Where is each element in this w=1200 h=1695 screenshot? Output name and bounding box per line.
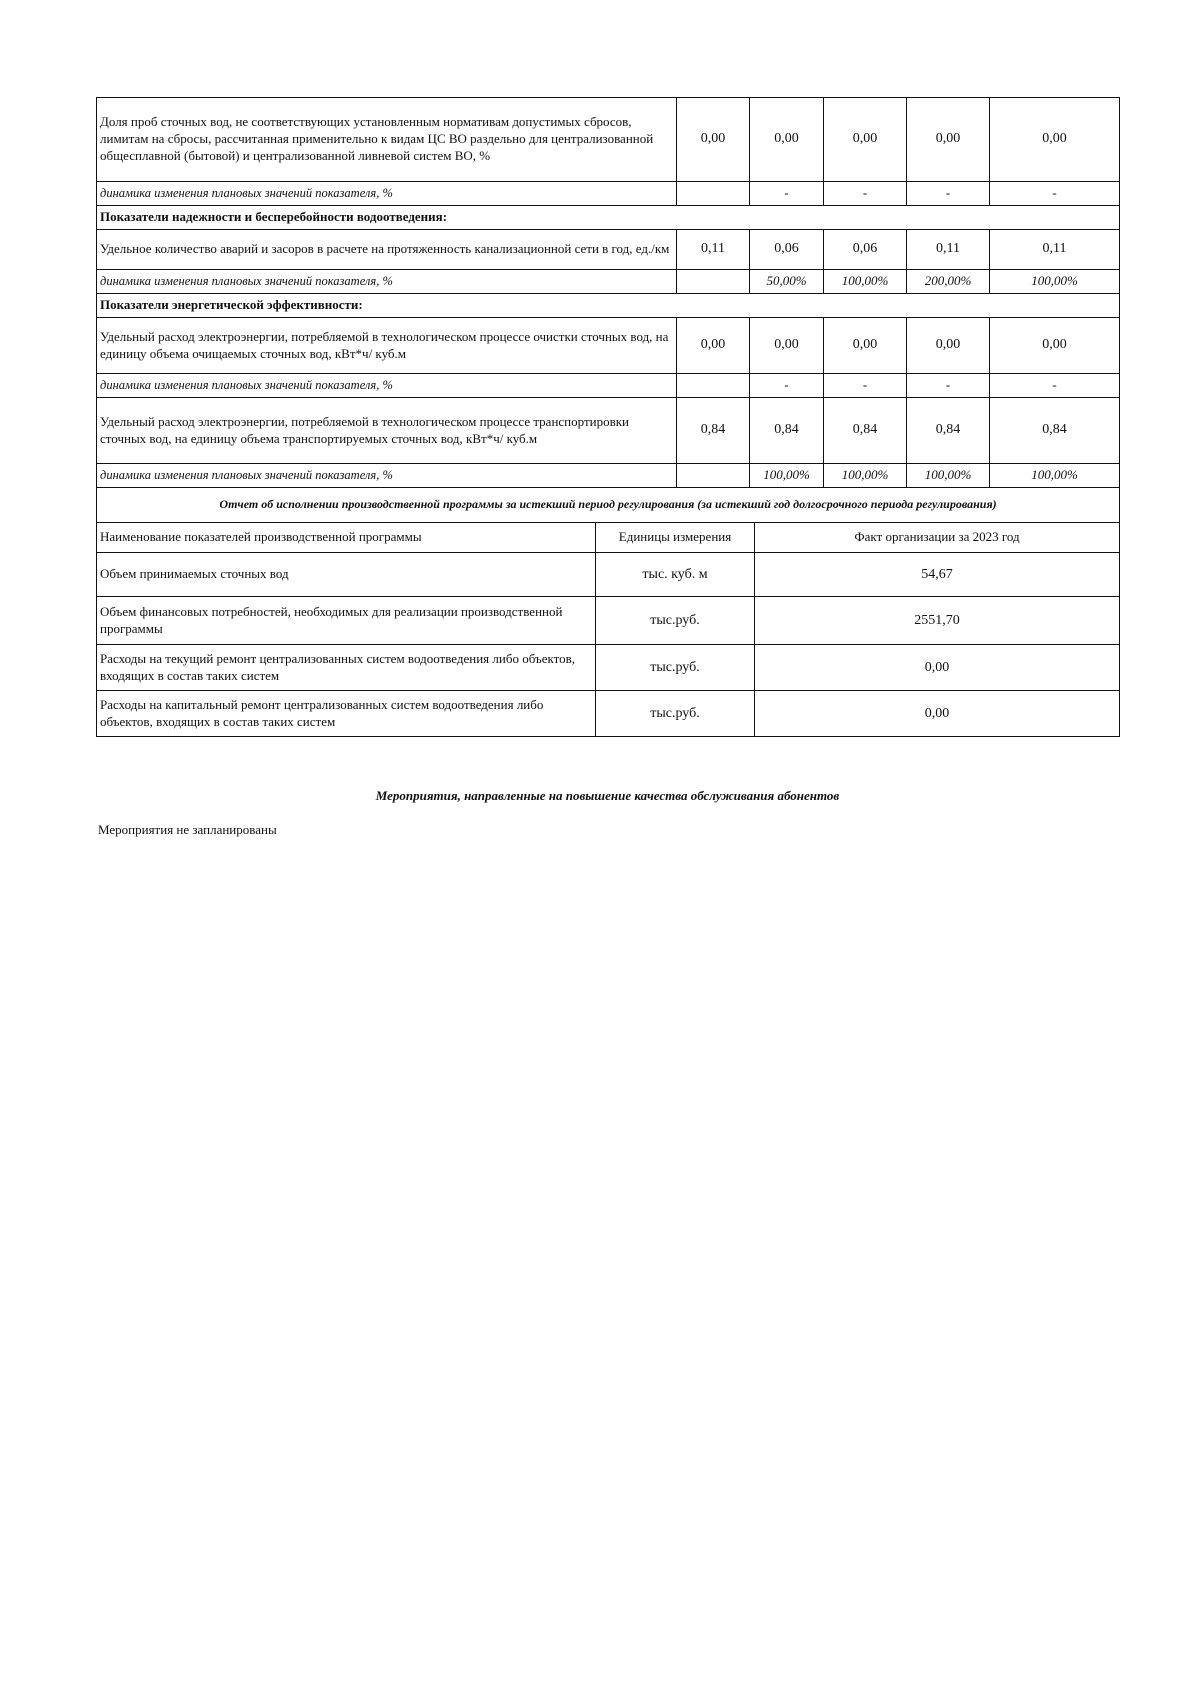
value-cell: 0,00: [750, 98, 824, 182]
report-header-value: Факт организации за 2023 год: [755, 523, 1120, 553]
report-row-unit: тыс.руб.: [596, 645, 755, 691]
value-cell: 200,00%: [907, 270, 990, 294]
value-cell: 0,00: [990, 318, 1120, 374]
indicator-row: [97, 230, 1120, 270]
report-row-name: Расходы на капитальный ремонт централизованных систем водоотведения либо объектов, входящих в состав таких систем: [97, 691, 596, 737]
report-row-unit: тыс.руб.: [596, 597, 755, 645]
dynamics-row: [97, 464, 1120, 488]
value-cell: 0,84: [824, 398, 907, 464]
value-cell: 100,00%: [824, 270, 907, 294]
dynamics-row: [97, 374, 1120, 398]
dynamics-row: [97, 270, 1120, 294]
value-cell: 50,00%: [750, 270, 824, 294]
report-caption: Отчет об исполнении производственной программы за истекший период регулирования (за истекший год долгосрочного периода регулирования): [97, 487, 1120, 523]
report-header-name: Наименование показателей производственной программы: [97, 523, 596, 553]
value-cell: 0,00: [824, 98, 907, 182]
value-cell: 0,11: [677, 230, 750, 270]
value-cell: 0,00: [907, 318, 990, 374]
value-cell: 0,00: [824, 318, 907, 374]
value-cell: 0,84: [677, 398, 750, 464]
report-row-value: 0,00: [755, 645, 1120, 691]
dynamics-row: [97, 182, 1120, 206]
indicator-label: Удельное количество аварий и засоров в расчете на протяженность канализационной сети в год, ед./км: [97, 230, 677, 270]
section-header: Показатели энергетической эффективности:: [97, 294, 1120, 318]
value-cell: 0,06: [750, 230, 824, 270]
value-cell: 0,84: [990, 398, 1120, 464]
indicator-row: [97, 98, 1120, 182]
report-row-value: 0,00: [755, 691, 1120, 737]
value-cell: 100,00%: [990, 464, 1120, 488]
report-table: [96, 487, 1120, 738]
indicator-row: [97, 318, 1120, 374]
indicator-row: [97, 398, 1120, 464]
events-text: Мероприятия не запланированы: [98, 822, 277, 837]
report-row: [97, 645, 1120, 691]
report-header-unit: Единицы измерения: [596, 523, 755, 553]
value-cell: -: [990, 182, 1120, 206]
indicator-label: Удельный расход электроэнергии, потребляемой в технологическом процессе очистки сточных вод, на единицу объема очищаемых сточных вод, кВт*ч/ куб.м: [97, 318, 677, 374]
report-row: [97, 553, 1120, 597]
value-cell: [677, 270, 750, 294]
value-cell: -: [750, 182, 824, 206]
value-cell: 100,00%: [750, 464, 824, 488]
dynamics-label: динамика изменения плановых значений показателя, %: [97, 182, 677, 206]
value-cell: 100,00%: [907, 464, 990, 488]
report-row-name: Объем принимаемых сточных вод: [97, 553, 596, 597]
value-cell: -: [990, 374, 1120, 398]
value-cell: -: [907, 374, 990, 398]
value-cell: 0,11: [907, 230, 990, 270]
section-header-row: [97, 206, 1120, 230]
value-cell: 0,00: [990, 98, 1120, 182]
indicators-table: [96, 97, 1120, 488]
value-cell: 0,06: [824, 230, 907, 270]
value-cell: -: [907, 182, 990, 206]
indicator-label: Удельный расход электроэнергии, потребляемой в технологическом процессе транспортировки сточных вод, на единицу объема транспортируемых сточных вод, кВт*ч/ куб.м: [97, 398, 677, 464]
report-caption-row: [97, 487, 1120, 523]
section-header: Показатели надежности и бесперебойности водоотведения:: [97, 206, 1120, 230]
value-cell: 0,84: [750, 398, 824, 464]
value-cell: 0,84: [907, 398, 990, 464]
value-cell: 100,00%: [990, 270, 1120, 294]
report-row-name: Расходы на текущий ремонт централизованных систем водоотведения либо объектов, входящих в состав таких систем: [97, 645, 596, 691]
events-title: Мероприятия, направленные на повышение качества обслуживания абонентов: [375, 788, 840, 803]
value-cell: [677, 464, 750, 488]
report-row-unit: тыс.руб.: [596, 691, 755, 737]
value-cell: -: [750, 374, 824, 398]
report-row-value: 54,67: [755, 553, 1120, 597]
report-header-row: [97, 523, 1120, 553]
section-header-row: [97, 294, 1120, 318]
report-row-value: 2551,70: [755, 597, 1120, 645]
report-row: [97, 597, 1120, 645]
report-row-name: Объем финансовых потребностей, необходимых для реализации производственной программы: [97, 597, 596, 645]
value-cell: 0,00: [750, 318, 824, 374]
value-cell: [677, 182, 750, 206]
dynamics-label: динамика изменения плановых значений показателя, %: [97, 374, 677, 398]
report-row-unit: тыс. куб. м: [596, 553, 755, 597]
value-cell: [677, 374, 750, 398]
document-sheet: [96, 97, 1119, 737]
value-cell: 0,00: [907, 98, 990, 182]
value-cell: 0,00: [677, 318, 750, 374]
indicators-table-body: [97, 98, 1120, 488]
value-cell: -: [824, 182, 907, 206]
dynamics-label: динамика изменения плановых значений показателя, %: [97, 464, 677, 488]
report-row: [97, 691, 1120, 737]
dynamics-label: динамика изменения плановых значений показателя, %: [97, 270, 677, 294]
value-cell: 0,00: [677, 98, 750, 182]
value-cell: 100,00%: [824, 464, 907, 488]
indicator-label: Доля проб сточных вод, не соответствующих установленным нормативам допустимых сбросов, лимитам на сбросы, рассчитанная применительно к видам ЦС ВО раздельно для централизованной общесплавной (бытовой) и централизованной ливневой систем ВО, %: [97, 98, 677, 182]
value-cell: -: [824, 374, 907, 398]
value-cell: 0,11: [990, 230, 1120, 270]
